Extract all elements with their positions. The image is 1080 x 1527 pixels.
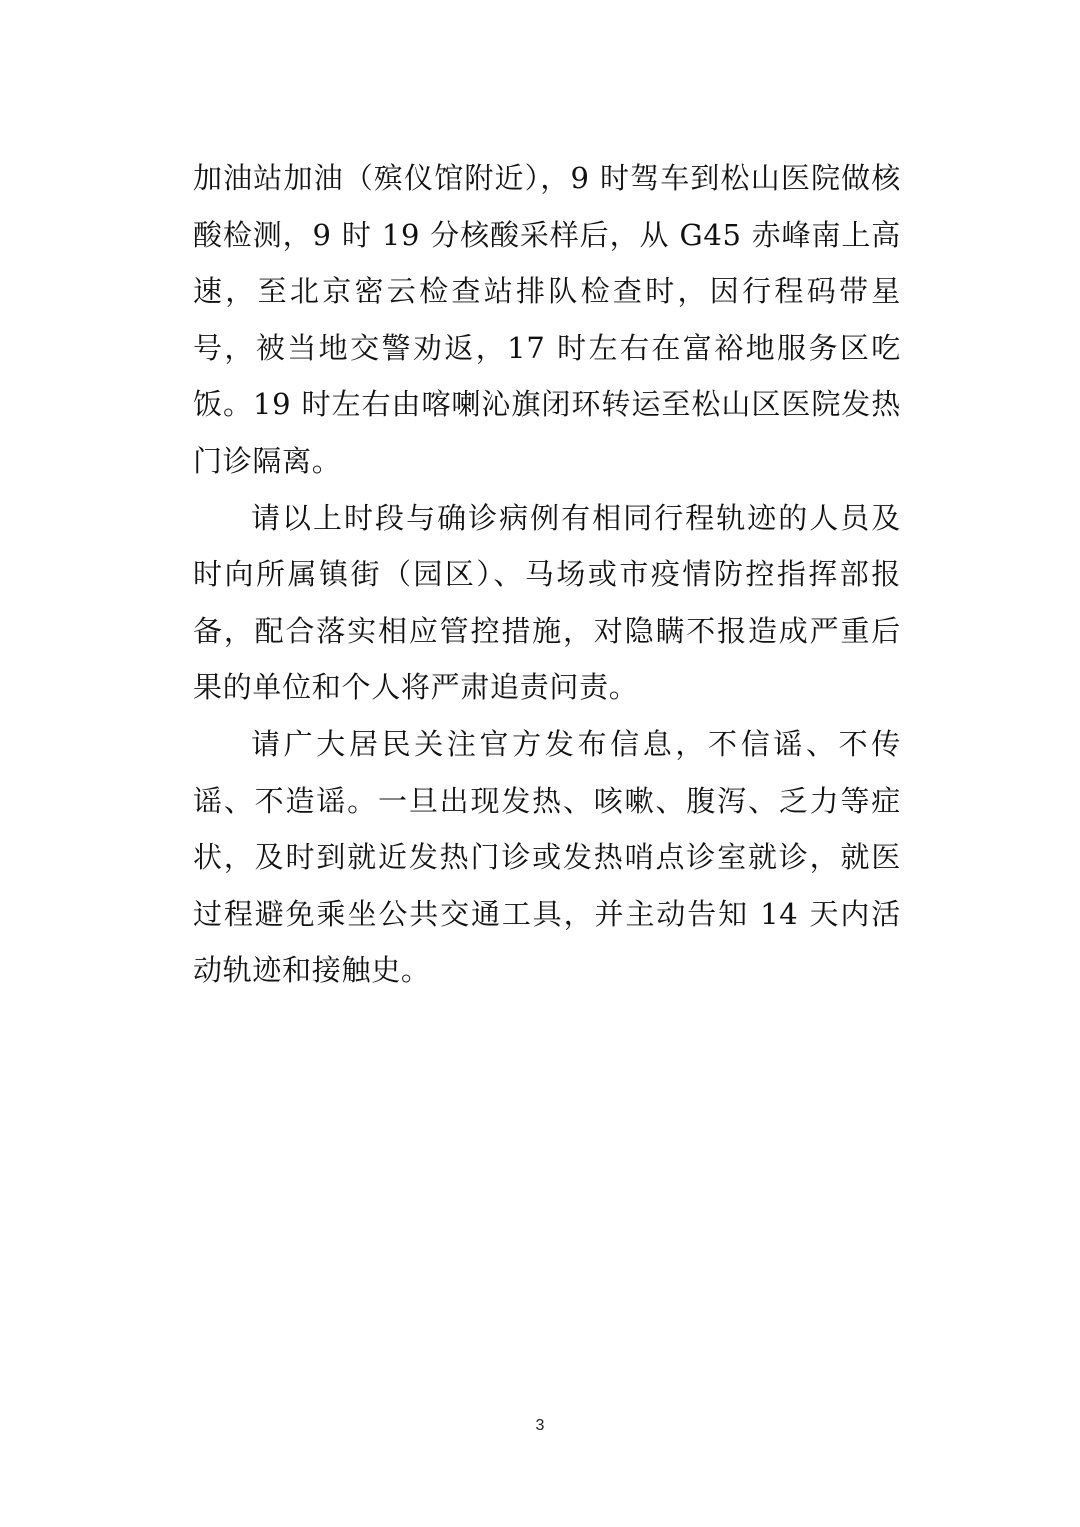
document-body bbox=[193, 150, 901, 999]
page-number: 3 bbox=[535, 1417, 545, 1434]
paragraph-resident-advice: 请广大居民关注官方发布信息，不信谣、不传谣、不造谣。一旦出现发热、咳嗽、腹泻、乏力等症状，及时到就近发热门诊或发热哨点诊室就诊，就医过程避免乘坐公共交通工具，并主动告知 14 天内活动轨迹和接触史。 bbox=[193, 726, 901, 988]
paragraph-reporting-request: 请以上时段与确诊病例有相同行程轨迹的人员及时向所属镇街（园区）、马场或市疫情防控指挥部报备，配合落实相应管控措施，对隐瞒不报造成严重后果的单位和个人将严肃追责问责。 bbox=[193, 500, 901, 705]
paragraph-itinerary-continued: 加油站加油（殡仪馆附近），9 时驾车到松山医院做核酸检测，9 时 19 分核酸采样后，从 G45 赤峰南上高速，至北京密云检查站排队检查时，因行程码带星号，被当地交警劝返，17 时左右在富裕地服务区吃饭。19 时左右由喀喇沁旗闭环转运至松山区医院发热门诊隔离。 bbox=[193, 161, 901, 478]
